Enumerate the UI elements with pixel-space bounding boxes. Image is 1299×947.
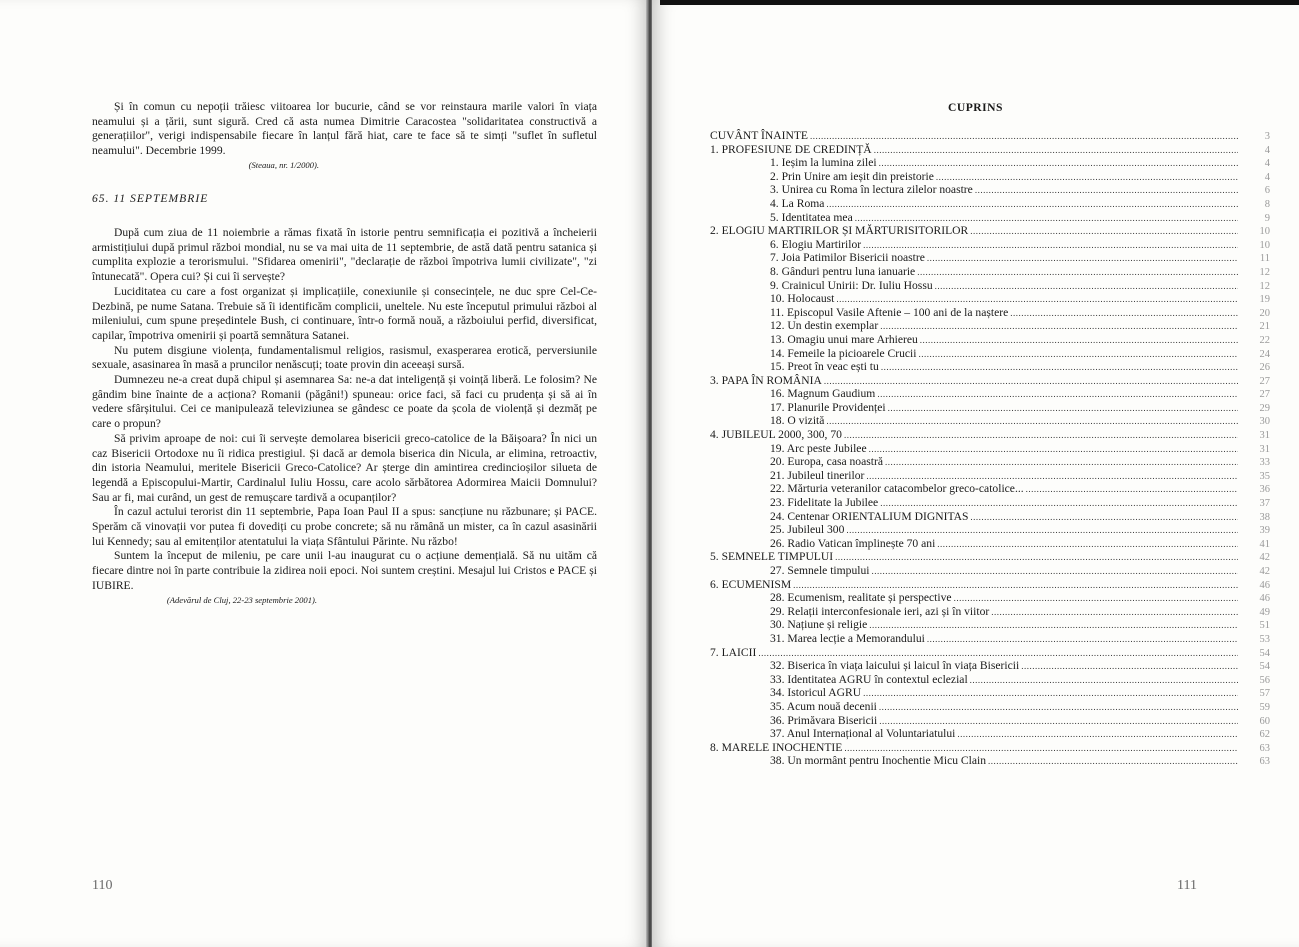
scan-edge xyxy=(660,0,1299,5)
dot-leader xyxy=(1026,483,1238,497)
toc-page-number: 36 xyxy=(1259,484,1270,496)
page-number-right: 111 xyxy=(1177,878,1197,893)
toc-section xyxy=(710,550,1270,564)
dot-leader xyxy=(970,511,1238,525)
toc-page-number: 60 xyxy=(1259,715,1270,727)
article-body xyxy=(92,226,597,606)
intro-paragraph: Și în comun cu nepoții trăiesc viitoarea lor bucurie, când se vor reinstaura marile valori în viața neamului și a țării, sunt sigură. Cred că asta numea Dimitrie Caracostea "solidaritatea constructivă a generațiilor", verigi indispensabile fiecare în lanțul fără hiat, care te face să te simți "suflet în sufletul neamului". Decembrie 1999. xyxy=(92,100,597,158)
toc-page-number: 20 xyxy=(1259,307,1270,319)
dot-leader xyxy=(872,565,1238,579)
toc-entry-title: 9. Crainicul Unirii: Dr. Iuliu Hossu xyxy=(770,278,933,292)
toc-entry-title: 29. Relații interconfesionale ieri, azi și în viitor xyxy=(770,604,990,618)
toc-entry xyxy=(710,455,1270,469)
toc-page-number: 42 xyxy=(1259,566,1270,577)
toc-entry-title: 5. Identitatea mea xyxy=(770,210,853,224)
toc-page-number: 6 xyxy=(1264,185,1270,197)
dot-leader xyxy=(836,293,1238,307)
toc-page-number: 56 xyxy=(1259,674,1270,686)
paragraph: În cazul actului terorist din 11 septembrie, Papa Ioan Paul II a spus: sancțiune nu răzbunare; și PACE. Sperăm că vinovații vor putea fi dovediți cu probe concrete; să nu rămână un mister, ca în cazul asasinării lui Kennedy; sau al emitenților atentatului la viața Sfântului Părinte. Nu războ! xyxy=(92,505,597,548)
toc-page-number: 46 xyxy=(1259,579,1270,591)
toc-entry-title: 4. JUBILEUL 2000, 300, 70 xyxy=(710,428,842,442)
dot-leader xyxy=(846,524,1238,538)
toc-entry-title: 3. PAPA ÎN ROMÂNIA xyxy=(710,373,822,387)
page-number-left: 110 xyxy=(92,878,113,893)
toc-entry-title: 34. Istoricul AGRU xyxy=(770,686,862,700)
toc-entry-title: 15. Preot în veac ești tu xyxy=(770,360,879,374)
dot-leader xyxy=(885,456,1238,470)
right-page xyxy=(652,0,1299,947)
toc-entry xyxy=(710,469,1270,483)
toc-page-number: 31 xyxy=(1259,430,1270,442)
dot-leader xyxy=(935,280,1238,294)
toc-entry xyxy=(710,387,1270,401)
toc-page-number: 39 xyxy=(1259,525,1270,537)
dot-leader xyxy=(927,252,1238,266)
dot-leader xyxy=(880,497,1238,511)
toc-entry-title: 7. LAICII xyxy=(710,645,757,659)
toc-page-number: 59 xyxy=(1259,701,1270,713)
toc-entry xyxy=(710,605,1270,619)
toc-page-number: 30 xyxy=(1259,416,1270,428)
toc-page-number: 4 xyxy=(1264,171,1270,183)
toc-entry xyxy=(710,673,1270,687)
toc-page-number: 41 xyxy=(1259,538,1270,550)
toc-page-number: 8 xyxy=(1264,198,1270,210)
toc-entry-title: 13. Omagiu unui mare Arhiereu xyxy=(770,332,918,346)
toc-page-number: 26 xyxy=(1259,362,1270,374)
dot-leader xyxy=(826,198,1238,212)
toc-entry xyxy=(710,183,1270,197)
toc-entry xyxy=(710,319,1270,333)
dot-leader xyxy=(874,144,1238,158)
toc-page-number: 54 xyxy=(1259,647,1270,659)
toc-entry-title: 21. Jubileul tinerilor xyxy=(770,468,865,482)
toc-entry-title: 8. Gânduri pentru luna ianuarie xyxy=(770,264,916,278)
toc-entry-title: 20. Europa, casa noastră xyxy=(770,455,883,469)
toc-entry xyxy=(710,238,1270,252)
toc-entry xyxy=(710,211,1270,225)
toc-section xyxy=(710,374,1270,388)
dot-leader xyxy=(917,266,1238,280)
dot-leader xyxy=(991,606,1238,620)
toc-page-number: 35 xyxy=(1259,470,1270,482)
toc-entry-title: 2. ELOGIU MARTIRILOR ȘI MĂRTURISITORILOR xyxy=(710,224,969,238)
toc-entry xyxy=(710,686,1270,700)
dot-leader xyxy=(879,715,1238,729)
dot-leader xyxy=(869,619,1238,633)
dot-leader xyxy=(881,361,1238,375)
toc-page-number: 38 xyxy=(1259,511,1270,523)
toc-entry xyxy=(710,482,1270,496)
dot-leader xyxy=(1021,660,1238,674)
toc-entry-title: 33. Identitatea AGRU în contextul eclezial xyxy=(770,672,968,686)
toc-entry-title: 3. Unirea cu Roma în lectura zilelor noastre xyxy=(770,183,973,197)
toc-page-number: 3 xyxy=(1264,131,1270,142)
toc-page-number: 24 xyxy=(1259,348,1270,360)
dot-leader xyxy=(936,171,1238,185)
toc-entry xyxy=(710,414,1270,428)
toc-section xyxy=(710,129,1270,143)
toc-page-number: 29 xyxy=(1259,402,1270,414)
toc-entry-title: 14. Femeile la picioarele Crucii xyxy=(770,346,917,360)
toc-entry-title: 8. MARELE INOCHENTIE xyxy=(710,740,843,754)
dot-leader xyxy=(954,592,1238,606)
toc-entry xyxy=(710,292,1270,306)
toc-entry-title: 25. Jubileul 300 xyxy=(770,523,845,537)
dot-leader xyxy=(879,701,1238,715)
dot-leader xyxy=(957,728,1238,742)
toc-entry xyxy=(710,700,1270,714)
toc-entry xyxy=(710,591,1270,605)
dot-leader xyxy=(866,470,1238,484)
toc-page-number: 54 xyxy=(1259,661,1270,673)
toc-page-number: 63 xyxy=(1259,756,1270,768)
toc-page-number: 53 xyxy=(1259,633,1270,645)
toc-entry-title: 31. Marea lecție a Memorandului xyxy=(770,631,925,645)
intro-source: (Steaua, nr. 1/2000). xyxy=(248,159,319,170)
toc-page-number: 10 xyxy=(1259,226,1270,238)
article-source: (Adevărul de Cluj, 22-23 septembrie 2001). xyxy=(166,594,317,605)
toc-page-number: 31 xyxy=(1259,443,1270,455)
dot-leader xyxy=(863,239,1238,253)
dot-leader xyxy=(879,157,1238,171)
toc-entry xyxy=(710,537,1270,551)
toc-page-number: 27 xyxy=(1259,375,1270,387)
toc-page-number: 12 xyxy=(1259,280,1270,292)
toc-page-number: 57 xyxy=(1259,688,1270,700)
toc-page-number: 27 xyxy=(1259,389,1270,401)
toc-entry xyxy=(710,306,1270,320)
toc-entry-title: 19. Arc peste Jubilee xyxy=(770,441,867,455)
dot-leader xyxy=(793,579,1238,593)
paragraph: Luciditatea cu care a fost organizat și implicațiile, conexiunile și consecințele, ne duc spre Cel-Ce-Dezbină, pe nume Satana. Trebuie să îi identificăm complicii, uneltele. Nu este începutul primului război al mileniului, cum spune președintele Bush, ci continuare, într-o formă nouă, a războiului perfid, diversificat, capilar, împotriva omenirii și poartă semnătura Satanei. xyxy=(92,284,597,342)
chapter-heading: 65. 11 SEPTEMBRIE xyxy=(92,192,209,205)
toc-section xyxy=(710,646,1270,660)
toc-entry-title: 5. SEMNELE TIMPULUI xyxy=(710,550,834,564)
toc-entry-title: 1. PROFESIUNE DE CREDINȚĂ xyxy=(710,142,872,156)
dot-leader xyxy=(844,429,1238,443)
toc-page-number: 46 xyxy=(1259,593,1270,605)
toc-entry-title: 11. Episcopul Vasile Aftenie – 100 ani de la naștere xyxy=(770,305,1009,319)
toc-entry-title: 10. Holocaust xyxy=(770,292,835,306)
toc-entry-title: 17. Planurile Providenței xyxy=(770,400,886,414)
toc-entry-title: 36. Primăvara Bisericii xyxy=(770,713,878,727)
toc-entry xyxy=(710,754,1270,768)
toc-entry xyxy=(710,714,1270,728)
dot-leader xyxy=(835,551,1238,565)
toc-section xyxy=(710,224,1270,238)
toc-page-number: 9 xyxy=(1264,212,1270,224)
toc-entry-title: 23. Fidelitate la Jubilee xyxy=(770,496,879,510)
left-page xyxy=(0,0,648,947)
dot-leader xyxy=(863,687,1238,701)
toc-page-number: 51 xyxy=(1259,620,1270,632)
toc-page-number: 4 xyxy=(1264,144,1270,156)
toc-page-number: 63 xyxy=(1259,742,1270,754)
toc-entry-title: 18. O vizită xyxy=(770,414,825,428)
toc-entry xyxy=(710,510,1270,524)
paragraph: După cum ziua de 11 noiembrie a rămas fixată în istorie pentru semnificația ei pozitivă a încheierii armistițiului după primul război mondial, nu se va mai uita de 11 septembrie, de astă dată pentru satanica și cumplita explozie a terorismului. "Sfidarea omenirii", "declarație de război împotriva lumii civilizate", "zi întunecată". Opera cui? Și cui îi servește? xyxy=(92,226,597,284)
toc-entry-title: 28. Ecumenism, realitate și perspective xyxy=(770,591,952,605)
paragraph: Suntem la început de mileniu, pe care unii l-au inaugurat cu o acțiune demențială. Să nu uităm că fiecare dintre noi în parte contribuie la zidirea noii epoci. Noi suntem creștini. Mesajul lui Cristos e PACE și IUBIRE. xyxy=(92,549,597,592)
toc-entry-title: CUVÂNT ÎNAINTE xyxy=(710,129,808,142)
toc-entry xyxy=(710,360,1270,374)
dot-leader xyxy=(937,538,1238,552)
toc-entry xyxy=(710,727,1270,741)
toc-entry-title: 2. Prin Unire am ieșit din preistorie xyxy=(770,169,934,183)
toc-entry xyxy=(710,401,1270,415)
dot-leader xyxy=(975,184,1238,198)
toc-entry xyxy=(710,632,1270,646)
toc-entry xyxy=(710,564,1270,578)
paragraph: Dumnezeu ne-a creat după chipul și asemnarea Sa: ne-a dat inteligență și voință liberă. Le folosim? Ne gândim bine înainte de a acționa? Romanii (păgâni!) spuneau: orice faci, să faci cu prudența și să ai în vedere sfârșitului. Cei ce manipulează televiziunea se gândesc ce poate da școla de violență și dezmăț pe care o propun? xyxy=(92,373,597,431)
toc-page-number: 11 xyxy=(1259,253,1270,265)
toc-entry xyxy=(710,197,1270,211)
dot-leader xyxy=(918,348,1238,362)
dot-leader xyxy=(970,674,1238,688)
dot-leader xyxy=(826,415,1238,429)
toc-entry-title: 37. Anul Internațional al Voluntariatului xyxy=(770,727,956,741)
toc-entry xyxy=(710,347,1270,361)
toc-entry-title: 35. Acum nouă decenii xyxy=(770,699,877,713)
dot-leader xyxy=(888,402,1238,416)
toc-entry-title: 22. Mărturia veteranilor catacombelor greco-catolice... xyxy=(770,482,1024,496)
toc-section xyxy=(710,428,1270,442)
toc-page-number: 42 xyxy=(1259,552,1270,564)
toc-page-number: 12 xyxy=(1259,266,1270,278)
toc-page-number: 10 xyxy=(1259,239,1270,251)
toc-entry-title: 12. Un destin exemplar xyxy=(770,319,879,333)
dot-leader xyxy=(758,647,1238,661)
toc-page-number: 22 xyxy=(1259,334,1270,346)
toc-entry-title: 24. Centenar ORIENTALIUM DIGNITAS xyxy=(770,509,969,523)
toc-section xyxy=(710,143,1270,157)
toc-page-number: 4 xyxy=(1264,158,1270,170)
toc-section xyxy=(710,578,1270,592)
toc-entry xyxy=(710,523,1270,537)
toc-entry xyxy=(710,618,1270,632)
toc-entry xyxy=(710,251,1270,265)
toc-entry xyxy=(710,265,1270,279)
dot-leader xyxy=(810,130,1238,144)
dot-leader xyxy=(920,334,1238,348)
toc-page-number: 49 xyxy=(1259,606,1270,618)
toc-entry-title: 32. Biserica în viața laicului și laicul în viața Bisericii xyxy=(770,659,1020,673)
toc-entry-title: 38. Un mormânt pentru Inochentie Micu Clain xyxy=(770,754,987,768)
toc-entry xyxy=(710,279,1270,293)
toc-entry-title: 6. Elogiu Martirilor xyxy=(770,237,862,251)
toc-entry-title: 6. ECUMENISM xyxy=(710,577,792,591)
dot-leader xyxy=(988,755,1238,769)
toc-entry xyxy=(710,333,1270,347)
intro-block xyxy=(92,100,597,171)
toc-section xyxy=(710,741,1270,755)
dot-leader xyxy=(927,633,1238,647)
table-of-contents xyxy=(710,129,1270,768)
toc-entry-title: 16. Magnum Gaudium xyxy=(770,387,876,401)
toc-title: CUPRINS xyxy=(947,101,1004,114)
toc-entry-title: 26. Radio Vatican împlinește 70 ani xyxy=(770,536,936,550)
toc-entry-title: 4. La Roma xyxy=(770,196,825,210)
dot-leader xyxy=(869,443,1238,457)
dot-leader xyxy=(877,388,1238,402)
toc-page-number: 33 xyxy=(1259,457,1270,469)
paragraph: Să privim aproape de noi: cui îi servește demolarea bisericii greco-catolice de la Băișoara? În nici un caz Bisericii Ortodoxe nu îi ridica prestigiul. Și dacă ar demola biserica din Nicula, ar elimina, retroactiv, din istoria Neamului, meritele Bisericii Greco-Catolice? Ar șterge din amintirea credincioșilor silueta de legendă a Episcopului-Martir, Cardinalul Iuliu Hossu, care acolo sărbătorea Adormirea Maicii Domnului? Sau ar fi, mai curând, un gest de remușcare tardivă a ocupanților? xyxy=(92,431,597,504)
dot-leader xyxy=(970,225,1238,239)
toc-entry xyxy=(710,496,1270,510)
toc-entry-title: 1. Ieșim la lumina zilei xyxy=(770,156,877,170)
toc-page-number: 37 xyxy=(1259,498,1270,510)
dot-leader xyxy=(824,375,1238,389)
dot-leader xyxy=(1010,307,1238,321)
toc-page-number: 21 xyxy=(1259,321,1270,333)
toc-page-number: 19 xyxy=(1259,294,1270,306)
toc-entry xyxy=(710,442,1270,456)
dot-leader xyxy=(844,742,1238,756)
toc-entry-title: 27. Semnele timpului xyxy=(770,564,870,577)
toc-entry xyxy=(710,659,1270,673)
toc-entry-title: 30. Națiune și religie xyxy=(770,618,868,632)
toc-entry xyxy=(710,170,1270,184)
toc-entry-title: 7. Joia Patimilor Bisericii noastre xyxy=(770,251,925,265)
dot-leader xyxy=(880,320,1238,334)
paragraph: Nu putem disgiune violența, fundamentalismul religios, rasismul, exasperarea erotică, perversiunile sexuale, asasinarea în masă a pruncilor nenăscuți; toate provin din aceeași sursă. xyxy=(92,343,597,372)
toc-entry xyxy=(710,156,1270,170)
toc-page-number: 62 xyxy=(1259,729,1270,741)
